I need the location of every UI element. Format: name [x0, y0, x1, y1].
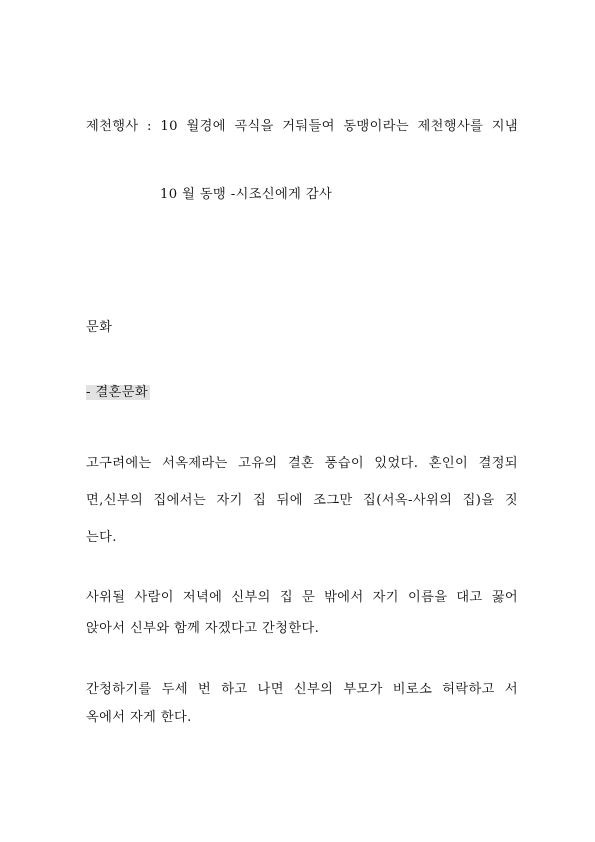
- paragraph-line: 사위될 사람이 저녁에 신부의 집 문 밖에서 자기 이름을 대고 꿇어: [86, 590, 518, 605]
- paragraph-line: 면,신부의 집에서는 자기 집 뒤에 조그만 집(서옥-사위의 집)을 짓: [86, 493, 518, 508]
- paragraph-line: 고구려에는 서옥제라는 고유의 결혼 풍습이 있었다. 혼인이 결정되: [86, 456, 518, 471]
- text-line: 10 월 동맹 -시조신에게 감사: [160, 187, 333, 202]
- paragraph-line: 간청하기를 두세 번 하고 나면 신부의 부모가 비로소 허락하고 서: [86, 682, 518, 697]
- paragraph-line: 옥에서 자게 한다.: [86, 710, 192, 725]
- highlighted-text: - 결혼문화: [86, 385, 149, 400]
- subsection-heading: [86, 384, 150, 402]
- text-line: 제천행사 : 10 월경에 곡식을 거둬들여 동맹이라는 제천행사를 지냄: [86, 119, 518, 134]
- paragraph-line: 는다.: [86, 530, 117, 545]
- section-heading: 문화: [86, 320, 113, 335]
- paragraph-line: 앉아서 신부와 함께 자겠다고 간청한다.: [86, 621, 320, 636]
